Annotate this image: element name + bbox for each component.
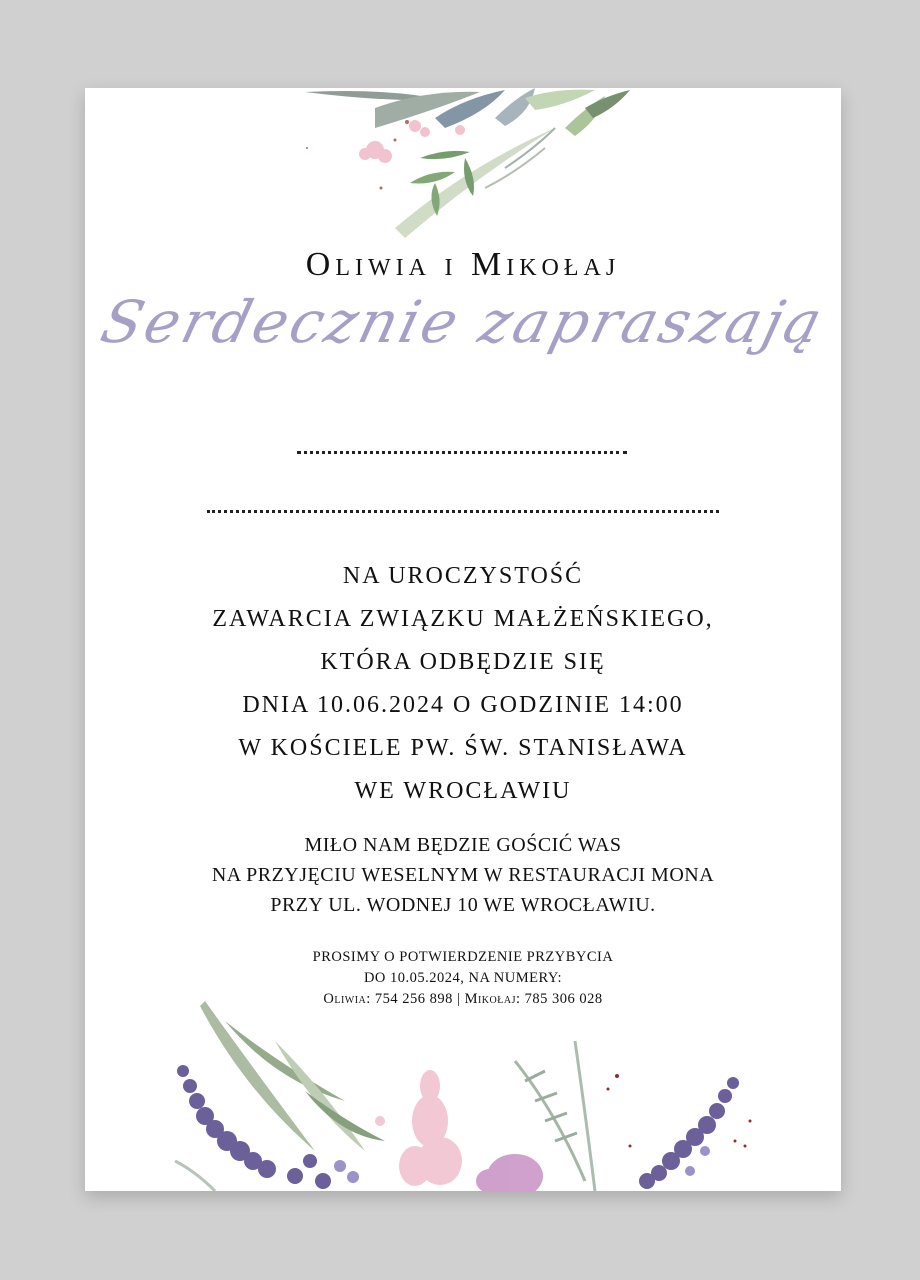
ceremony-details [85,555,841,813]
ceremony-line: NA UROCZYSTOŚĆ [342,563,584,589]
rsvp-deadline: DO 10.05.2024, NA NUMERY: [363,970,563,986]
ceremony-date-time: DNIA 10.06.2024 O GODZINIE 14:00 [242,692,684,718]
ceremony-line: ZAWARCIA ZWIĄZKU MAŁŻEŃSKIEGO, [212,606,714,632]
floral-bottom-decoration [85,1001,841,1191]
blank-line-guest-name-2 [207,510,719,513]
reception-line: NA PRZYJĘCIU WESELNYM W RESTAURACJI MONA [211,864,715,886]
ceremony-venue: W KOŚCIELE PW. ŚW. STANISŁAWA [238,735,688,761]
reception-details [85,830,841,920]
floral-top-decoration [85,88,841,248]
couple-names: Oliwia i Mikołaj [305,246,621,283]
invitation-card [85,88,841,1191]
blank-line-guest-name [297,451,627,454]
reception-line: MIŁO NAM BĘDZIE GOŚCIĆ WAS [304,834,622,856]
rsvp-line: PROSIMY O POTWIERDZENIE PRZYBYCIA [312,949,614,965]
invitation-script-line: Serdecznie zapraszają [94,288,832,356]
ceremony-city: WE WROCŁAWIU [354,778,572,804]
rsvp-phone-numbers: Oliwia: 754 256 898 | Mikołaj: 785 306 028 [323,991,603,1007]
reception-address: PRZY UL. WODNEJ 10 WE WROCŁAWIU. [270,894,656,916]
ceremony-line: KTÓRA ODBĘDZIE SIĘ [320,649,606,675]
